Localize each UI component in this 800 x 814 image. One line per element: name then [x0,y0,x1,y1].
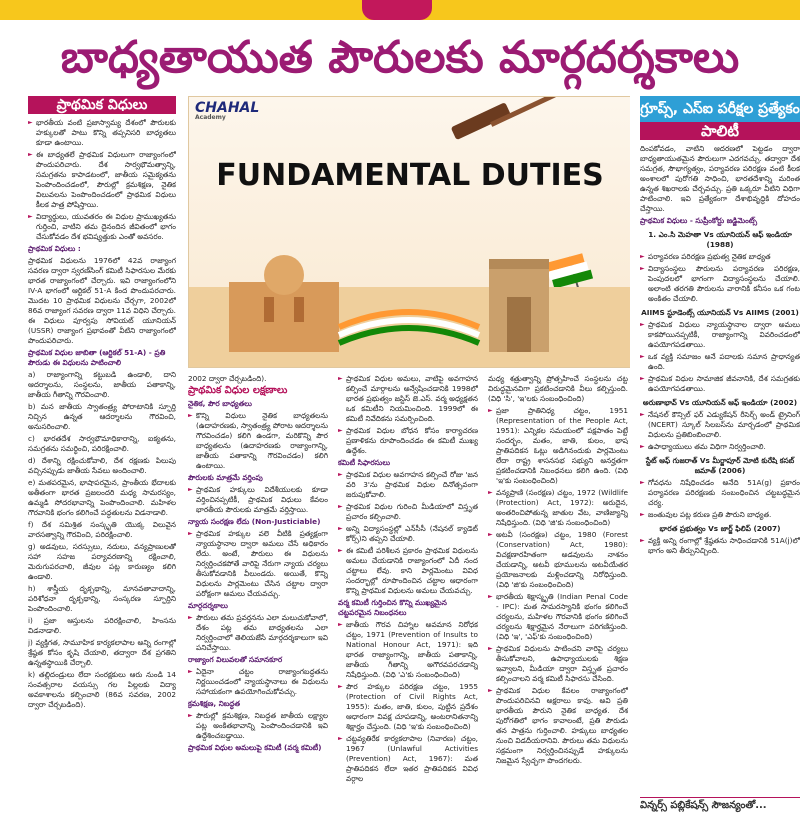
paragraph: ► ప్రాథమిక విధుల కేవలం రాజ్యాంగంలో పొందుపరిచినవి అక్షరాలు కావు. అవి ప్రతి భారతీయ పౌరుని నైతిక బాధ్యత. దేశ పురోగతిలో భాగం కావాలంటే, ప్రతి పౌరుడు తన పాత్రను గుర్తించాలి. హక్కులు బాధ్యతల నుంచి విడదీయరానివి. పౌరులు తమ విధులను సక్రమంగా నిర్వర్తించినప్పుడే హక్కులను నిజమైన స్వేచ్ఛగా పొందగలరు. [488,686,628,766]
exam-special-tile: గ్రూప్స్, ఎస్ఐ పరీక్షల ప్రత్యేకం [640,96,800,122]
paragraph: దింపకోవడం, వాటిని ఆదరణలో పెట్టడం ద్వారా బాధ్యతాయుతమైన పౌరులుగా ఎదగవచ్చు. తద్వారా దేశ సమగ్రత, సౌభాగ్యత్వం, పర్యావరణ పరిరక్షణ వంటి కీలక అంశాలలో పురోగతి సాధించి, భారతదేశాన్ని మరింత ఉన్నత శిఖరాలకు చేర్చవచ్చు. ప్రతి ఒక్కరూ వీటిని విధిగా పాటించాలి. ఇవి ప్రత్యేకంగా దేశాభివృద్ధికి దోహదం చేస్తాయి. [640,144,800,213]
paragraph: మధ్య శత్రుత్వాన్ని ప్రోత్సహించే సంస్థలను చట్ట విరుద్ధమైనవిగా ప్రకటించడానికి వీలు కల్పిస్తుంది. (విధి 'సి', 'ఇ'లకు సంబంధించింది) [488,374,628,403]
paragraph: ► పౌరులు తమ ప్రవర్తనను ఎలా మలుచుకోవాలో, దేశం పట్ల తమ బాధ్యతలను ఎలా నిర్వర్తించాలో తెలియజేసే మార్గదర్శకాలుగా ఇవి పనిచేస్తాయి. [188,613,328,653]
paragraph: ► అటవీ (సంరక్షణ) చట్టం, 1980 (Forest (Conservation) Act, 1980): విచక్షణారహితంగా అడవులను నాశనం చేయడాన్ని, అటవీ భూములను అటవీయేతర ప్రయోజనాలకు మళ్లించడాన్ని నిరోధిస్తుంది. (విధి 'జి'కు సంబంధించింది) [488,530,628,590]
paragraph: 2002 ద్వారా చేర్చబడింది). [188,374,267,383]
duty-item: i) ప్రజా ఆస్తులను పరిరక్షించాలి, హింసను విడనాడాలి. [28,616,176,635]
case-point: ► ప్రాథమిక విధులు న్యాయస్థానాల ద్వారా అమలు కాకపోయినప్పటికీ, రాజ్యాంగాన్ని వివరించడంలో ఉపయోగపడతాయి. [640,320,800,350]
paragraph: ► ప్రాథమిక విధుల బోధన కోసం కార్యాచరణ ప్రణాళికను రూపొందించడం ఈ కమిటీ ముఖ్య ఉద్దేశం. [338,426,478,456]
subheading: వర్మ కమిటీ గుర్తించిన కొన్ని ముఖ్యమైన చట్టపరమైన నిబంధనలు [338,598,447,617]
hero-title: FUNDAMENTAL DUTIES [216,158,604,193]
case-point: ► పర్యావరణ పరిరక్షణ ప్రభుత్వ నైతిక బాధ్యత [640,252,800,262]
case-point: ► ప్రాథమిక విధుల సామాజిక జీవనానికి, దేశ సమగ్రతకు ఉపయోగపడతాయి. [640,374,800,394]
subheading: న్యాయ సంరక్షణ లేదు (Non-Justiciable) [188,517,321,526]
case-title: AIIMS స్టూడెంట్స్ యూనియన్ Vs AIIMS (2001) [641,308,799,317]
paragraph: ► ప్రాథమిక విధులను పాటించని వారిపై చర్యలు తీసుకోవాలని, ఉపాధ్యాయులకు శిక్షణ ఇవ్వాలని, మీడియా ద్వారా విస్తృత ప్రచారం కల్పించాలని వర్మ కమిటీ సిఫారసు చేసింది. [488,644,628,684]
case-point: ► ఒక వ్యక్తి సమాజం అనే పదాలకు సమాన ప్రాధాన్యత ఉంది. [640,352,800,372]
subheading: ప్రాథమిక విధుల జాబితా (ఆర్టికల్ 51-A) - ప్రతి పౌరుడు ఈ విధులను పాటించాలి [28,348,166,367]
subheading: ప్రాథమిక విధులు : [28,244,81,253]
center-subcolumn-2 [338,374,478,814]
case-point: ► ఉపాధ్యాయులు తమ విధిగా నిర్వర్తించాలి. [640,442,800,452]
case-title: అరుణాభావ్ Vs యూనియన్ ఆఫ్ ఇండియా (2002) [642,398,798,407]
section-title-fundamental-duties: ప్రాథమిక విధులు [28,96,176,114]
intro-bullet: ► ఈ బాధ్యతలే ప్రాథమిక విధులుగా రాజ్యాంగంలో పొందుపరిచారు. దేశ సార్వభౌమత్వాన్ని, సమగ్రతను కాపాడటంలో, జాతీయ సమైక్యతను పెంపొందించడంలో, పౌరుల్లో క్రమశిక్షణ, నైతిక విలువలను పెంపొందించడంలో ప్రాథమిక విధులు కీలక పాత్ర పోషిస్తాయి. [28,150,176,210]
paragraph: ► కొన్ని విధులు నైతిక బాధ్యతలను (ఉదాహరణకు, స్వాతంత్ర్య పోరాట ఆదర్శాలను గౌరవించడం) కలిగి ఉండగా, మరికొన్ని పౌర బాధ్యతలను (ఉదాహరణకు రాజ్యాంగాన్ని, జాతీయ పతాకాన్ని గౌరవించడం) కలిగి ఉంటాయి. [188,411,328,471]
duty-item: a) రాజ్యాంగాన్ని కట్టుబడి ఉండాలి, దాని ఆదర్శాలను, సంస్థలను, జాతీయ పతాకాన్ని, జాతీయ గీతాన్ని గౌరవించాలి. [28,370,176,399]
duty-item: c) భారతదేశ సార్వభౌమాధికారాన్ని, ఐక్యతను, సమగ్రతను సమర్థించి, పరిరక్షించాలి. [28,434,176,453]
case-point: ► నేషనల్ కౌన్సిల్ ఫర్ ఎడ్యుకేషన్ రీసెర్చ్ అండ్ ట్రైనింగ్ (NCERT) స్కూల్ సిలబస్‌ను మార్చడంలో ప్రాథమిక విధులను ప్రతిబింబించాలి. [640,410,800,440]
page-headline: బాధ్యతాయుత పౌరులకు మార్గదర్శకాలు [60,32,740,83]
subheading: కమిటీ సిఫారసులు [338,458,391,467]
paragraph: ► ప్రాథమిక విధుల గురించి మీడియాలో విస్తృత ప్రచారం కల్పించాలి. [338,502,478,522]
hero-illustration [188,96,630,368]
paragraph: ప్రాథమిక విధులను 1976లో 42వ రాజ్యాంగ సవరణ ద్వారా స్వరణ్‌సింగ్ కమిటీ సిఫారసుల మేరకు భారత రాజ్యాంగంలో చేర్చారు. ఇవి రాజ్యాంగంలోని IV-A భాగంలో ఆర్టికల్ 51-A కింద పొందుపరచారు. మొదట 10 ప్రాథమిక విధులను చేర్చగా, 2002లో 86వ రాజ్యాంగ సవరణ ద్వారా 11వ విధిని చేర్చారు. ఈ విధులు పూర్వపు సోవియట్ యూనియన్ (USSR) రాజ్యాంగ ప్రభావంతో వీటిని రాజ్యాంగంలో పొందుపరిచారు. [28,256,176,345]
hero-artwork [189,97,630,367]
subheading: ప్రాథమిక విధులు - సుప్రీంకోర్టు జడ్జిమెంట్స్ [640,216,758,225]
duty-item: h) శాస్త్రీయ దృక్పథాన్ని, మానవతావాదాన్ని, పరిశోధనా దృక్పథాన్ని, సంస్కరణ స్ఫూర్తిని పెంపొందించాలి. [28,584,176,613]
case-title: స్టేట్ ఆఫ్ గుజరాత్ Vs మీర్జాపూర్ మోటి కురేషి కసబ్ జమాత్ (2006) [645,456,795,475]
paragraph: ► పౌర హక్కుల పరిరక్షణ చట్టం, 1955 (Protection of Civil Rights Act, 1955): మతం, జాతి, కులం, పుట్టిన ప్రదేశం ఆధారంగా వివక్ష చూపడాన్ని, అంటరానితనాన్ని శిక్షార్హం చేస్తుంది. (విధి 'ఇ'కు సంబంధించింది) [338,682,478,732]
duty-item: d) దేశాన్ని రక్షించుకోవాలి, దేశ రక్షణకు పిలుపు వచ్చినప్పుడు జాతీయ సేవలు అందించాలి. [28,456,176,475]
paragraph: ► ప్రాథమిక హక్కులు విదేశీయులకు కూడా వర్తించినప్పటికీ, ప్రాథమిక విధులు కేవలం భారతీయ పౌరులకు మాత్రమే వర్తిస్తాయి. [188,485,328,515]
paragraph: ► ప్రాథమిక విధుల అమలు, వాటిపై అవగాహన కల్పించే మార్గాలను అన్వేషించడానికి 1998లో భారత ప్రభుత్వం జస్టిస్ జె.ఎస్. వర్మ అధ్యక్షతన ఒక కమిటీని నియమించింది. 1999లో ఈ కమిటీ నివేదికను సమర్పించింది. [338,374,478,424]
paragraph: ► ప్రజా ప్రాతినిధ్య చట్టం, 1951 (Representation of the People Act, 1951): ఎన్నికల సమయంలో పక్షపాతం పెట్టే సందర్భం, మతం, జాతి, కులం, భాష ప్రాతిపదికన ఓట్లు అడిగినందుకు పార్లమెంటు లేదా రాష్ట్ర శాసనసభ సభ్యుని అనర్హతగా ప్రకటించడానికి నిబంధనలు కలిగి ఉంది. (విధి 'ఇ'కు సంబంధించింది) [488,406,628,486]
case-title: 1. ఎం.సి మెహతా Vs యూనియన్ ఆఫ్ ఇండియా (1988) [648,230,792,249]
right-column [640,96,800,814]
paragraph: ► ప్రాథమిక హక్కుల వలె వీటికి ప్రత్యక్షంగా న్యాయస్థానాల ద్వారా అమలు చేసే అధికారం లేదు. అంటే, పౌరులు ఈ విధులను నిర్వర్తించకపోతే వారిపై నేరుగా న్యాయ చర్యలు తీసుకోవడానికి వీలుండదు. అయితే, కొన్ని విధులను పార్లమెంటు చేసిన చట్టాల ద్వారా పరోక్షంగా అమలు చేయవచ్చు. [188,529,328,599]
duty-item: f) దేశ సమిశ్రిత సంస్కృతి యొక్క విలువైన వారసత్వాన్ని గౌరవించి, పరిరక్షించాలి. [28,520,176,539]
paragraph: ► చట్టవ్యతిరేక కార్యకలాపాల (నివారణ) చట్టం, 1967 (Unlawful Activities (Prevention) Act, 1967): మత ప్రాతిపదికన లేదా ఇతర ప్రాతిపదికన వివిధ వర్గాల [338,734,478,784]
duty-item: g) అడవులు, సరస్సులు, నదులు, వన్యప్రాణులతో సహా సహజ పర్యావరణాన్ని రక్షించాలి, మెరుగుపరచాలి, జీవుల పట్ల కారుణ్యం కలిగి ఉండాలి. [28,542,176,581]
paragraph: ► వన్యప్రాణి (సంరక్షణ) చట్టం, 1972 (Wildlife (Protection) Act, 1972): అరుదైన, అంతరించిపోతున్న జాతుల వేట, వాణిజ్యాన్ని నిషేధిస్తుంది. (విధి 'జి'కు సంబంధించింది) [488,488,628,528]
subheading: మార్గదర్శకాలు [188,601,228,610]
polity-banner: పాలిటీ [640,122,800,140]
case-point: ► వ్యక్తి అన్ని రంగాల్లో శ్రేష్ఠతను సాధించడానికి 51A(j)లో భాగం అని తీర్పునిచ్చింది. [640,536,800,556]
case-point: ► గోవధను నిషేధించడం అనేది 51A(g) ప్రకారం పర్యావరణ పరిరక్షణకు సంబంధించిన చట్టబద్ధమైన చర్య. [640,478,800,508]
intro-bullet: ► విద్యార్థులు, యువతరం ఈ విధుల ప్రాముఖ్యతను గుర్తించి, వాటిని తమ దైనందిన జీవితంలో భాగం చేసుకోవడం దేశ భవిష్యత్తుకు ఎంతో అవసరం. [28,212,176,242]
center-lower-text [188,374,630,814]
top-banner-bar [0,0,800,20]
case-point: ► జంతువుల పట్ల కరుణ ప్రతి పౌరుని బాధ్యత. [640,510,800,520]
subheading: క్రమశిక్షణ, నిబద్ధత [188,699,241,708]
paragraph: ► అన్ని విద్యాసంస్థల్లో ఎన్‌సీసీ (నేషనల్ క్యాడెట్ కోర్స్)ని తప్పని చేయాలి. [338,524,478,544]
subheading: ప్రాథమిక విధుల అమలుపై కమిటీ (వర్మ కమిటీ) [188,743,322,752]
subheading: రాజ్యాంగ విలువలతో సమానకూర [188,655,283,664]
case-title: భారత ప్రభుత్వం Vs జార్జ్ ఫిలిప్ (2007) [659,524,781,533]
brand-logo-text: CHAHAL [195,100,260,116]
paragraph: ► ఈ కమిటీ పరిశీలన ప్రకారం ప్రాథమిక విధులను అమలు చేయడానికి రాజ్యాంగంలో ఏదీ నంద చట్టాలు లేవు. కాని పార్లమెంటు వివిధ సందర్భాల్లో రూపొందించిన చట్టాల ఆధారంగా కొన్ని ప్రాథమిక విధులను అమలు చేయవచ్చు. [338,546,478,596]
paragraph: ► ఏదైనా చట్టం రాజ్యాంగబద్ధతను నిర్ణయించడంలో న్యాయస్థానాలు ఈ విధులను సహాయకంగా ఉపయోగించుకోవచ్చు. [188,667,328,697]
brand-logo-subtext: Academy [195,114,226,121]
case-point: ► విద్యాసంస్థలు పౌరులను పర్యావరణ పరిరక్షణ, పెంపుదలలో భాగంగా విద్యాసంస్థలను చేయాలి. అలాంటి తరగతి పౌరులను వారానికి కనీసం ఒక గంట అంకితం చేయాలి. [640,264,800,304]
top-banner-emblem [362,0,432,20]
duty-item: b) మన జాతీయ స్వాతంత్ర్య పోరాటానికి స్ఫూర్తి నిచ్చిన ఉన్నత ఆదర్శాలను గౌరవించి, అనుసరించాలి. [28,402,176,431]
center-column [188,96,630,814]
duty-item: j) వ్యక్తిగత, సామూహిక కార్యకలాపాల అన్ని రంగాల్లో శ్రేష్ఠత కోసం కృషి చేయాలి, తద్వారా దేశ ప్రగతిని ఉన్నతస్థాయికి చేర్చాలి. [28,638,176,667]
paragraph: ► భారతీయ శిక్షాస్మృతి (Indian Penal Code - IPC): మత సామరస్యానికి భంగం కలిగించే చర్యలను, మహిళల గౌరవానికి భంగం కలిగించే చర్యలను శిక్షార్హమైన నేరాలుగా పరిగణిస్తుంది. (విధి 'ఇ', 'ఎఫ్'కు సంబంధించింది) [488,592,628,642]
paragraph: ► ప్రాథమిక విధుల అవగాహన కల్పించే రోజు 'జన వరి 3'ను ప్రాథమిక విధుల దినోత్సవంగా జరుపుకోవాలి. [338,470,478,500]
center-subcolumn-1 [188,374,328,814]
subheading: పౌరులకు మాత్రమే వర్తింపు [188,473,263,482]
brand-logo [195,100,260,123]
duty-item: k) తల్లిదండ్రులు లేదా సంరక్షకులు ఆరు నుండి 14 సంవత్సరాల వయస్సు గల పిల్లలకు విద్యా అవకాశాలను కల్పించాలి (86వ సవరణ, 2002 ద్వారా చేర్చబడింది). [28,670,176,709]
subheading: నైతిక, పౌర బాధ్యతలు [188,399,252,408]
intro-bullet: ► భారతీయ వంటి ప్రజాస్వామ్య దేశంలో పౌరులకు హక్కులతో పాటు కొన్ని తప్పనిసరి బాధ్యతలు కూడా ఉంటాయి. [28,118,176,148]
duty-item: e) మతపరమైన, భాషాపరమైన, ప్రాంతీయ భేదాలకు అతీతంగా భారత ప్రజలందరి మధ్య సామరస్యం, ఉమ్మడి సోదరభావాన్ని పెంపొందించాలి. మహిళల గౌరవానికి భంగం కలిగించే పద్ధతులను విడనాడాలి. [28,478,176,517]
paragraph: ► జాతీయ గౌరవ చిహ్నాల అవమాన నిరోధక చట్టం, 1971 (Prevention of Insults to National Honour Act, 1971): ఇది భారత రాజ్యాంగాన్ని, జాతీయ పతాకాన్ని, జాతీయ గీతాన్ని అగౌరవపరచడాన్ని నిషేధిస్తుంది. (విధి 'ఎ'కు సంబంధించింది) [338,620,478,680]
paragraph: ► పౌరుల్లో క్రమశిక్షణ, నిబద్ధత జాతీయ లక్ష్యాల పట్ల అంకితభావాన్ని పెంపొందించడానికి ఇవి ఉద్దేశించబడ్డాయి. [188,711,328,741]
center-subcolumn-3 [488,374,628,814]
subsection-title-features: ప్రాథమిక విధుల లక్షణాలు [188,385,288,396]
left-column [28,96,176,814]
publisher-credit: విన్నర్స్ పబ్లికేషన్స్ సౌజన్యంతో... [640,797,800,814]
